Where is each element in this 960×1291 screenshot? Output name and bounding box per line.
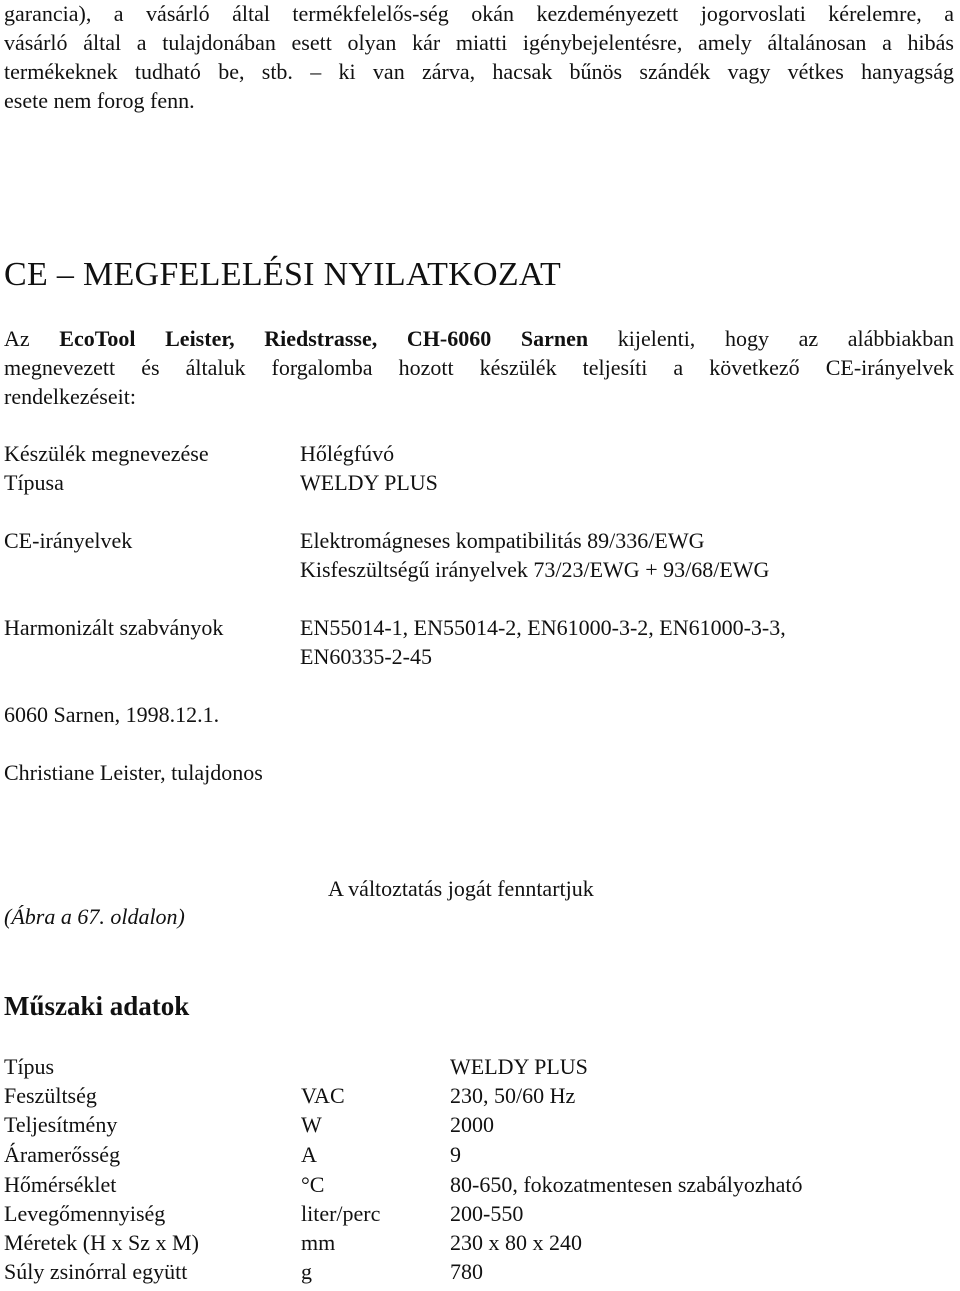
intro-line: vásárló által a tulajdonában esett olyan kár miatti igénybejelentésre, amely általánosan a hibás <box>4 30 954 55</box>
spec-unit: W <box>301 1112 322 1137</box>
signatory: Christiane Leister, tulajdonos <box>4 760 263 785</box>
spec-label: Teljesítmény <box>4 1112 118 1137</box>
spec-value: 200-550 <box>450 1201 524 1226</box>
rights-reserved-note: A változtatás jogát fenntartjuk <box>328 876 594 901</box>
spec-unit: mm <box>301 1230 336 1255</box>
spec-unit: A <box>301 1142 317 1167</box>
spec-unit: g <box>301 1259 312 1284</box>
spec-value: 9 <box>450 1142 461 1167</box>
ce-statement-line2: megnevezett és általuk forgalomba hozott készülék teljesíti a következő CE-irányelvek <box>4 355 954 380</box>
spec-unit: liter/perc <box>301 1201 381 1226</box>
ce-statement-line1 <box>4 326 954 352</box>
spec-unit: °C <box>301 1172 325 1197</box>
standards-value-1: EN55014-1, EN55014-2, EN61000-3-2, EN61000-3-3, <box>300 615 786 640</box>
intro-line: esete nem forog fenn. <box>4 88 195 113</box>
intro-line: termékeknek tudható be, stb. – ki van zárva, hacsak bűnös szándék vagy vétkes hanyagság <box>4 59 954 84</box>
tech-data-title: Műszaki adatok <box>4 991 190 1021</box>
directives-value-1: Elektromágneses kompatibilitás 89/336/EWG <box>300 528 705 553</box>
type-value: WELDY PLUS <box>300 470 438 495</box>
ce-declaration-title: CE – MEGFELELÉSI NYILATKOZAT <box>4 256 562 293</box>
spec-value: 230 x 80 x 240 <box>450 1230 582 1255</box>
spec-label: Típus <box>4 1054 55 1079</box>
type-label: Típusa <box>4 470 64 495</box>
spec-label: Méretek (H x Sz x M) <box>4 1230 199 1255</box>
spec-value: 80-650, fokozatmentesen szabályozható <box>450 1172 803 1197</box>
spec-label: Súly zsinórral együtt <box>4 1259 188 1284</box>
spec-value: 780 <box>450 1259 483 1284</box>
device-label: Készülék megnevezése <box>4 441 209 466</box>
directives-label: CE-irányelvek <box>4 528 133 553</box>
device-value: Hőlégfúvó <box>300 441 395 466</box>
spec-label: Áramerősség <box>4 1142 121 1167</box>
statement-prefix: Az <box>4 326 30 351</box>
directives-value-2: Kisfeszültségű irányelvek 73/23/EWG + 93/68/EWG <box>300 557 770 582</box>
statement-suffix: kijelenti, hogy az alábbiakban <box>617 326 955 351</box>
spec-label: Levegőmennyiség <box>4 1201 166 1226</box>
spec-value: 2000 <box>450 1112 494 1137</box>
standards-label: Harmonizált szabványok <box>4 615 224 640</box>
manufacturer-address: EcoTool Leister, Riedstrasse, CH-6060 Sarnen <box>59 326 589 351</box>
spec-label: Hőmérséklet <box>4 1172 117 1197</box>
spec-value: 230, 50/60 Hz <box>450 1083 576 1108</box>
spec-unit: VAC <box>301 1083 345 1108</box>
place-date: 6060 Sarnen, 1998.12.1. <box>4 702 220 727</box>
standards-value-2: EN60335-2-45 <box>300 644 432 669</box>
intro-line: garancia), a vásárló által termékfelelős-ség okán kezdeményezett jogorvoslati kérelemre, a <box>4 1 954 26</box>
figure-reference: (Ábra a 67. oldalon) <box>4 904 185 929</box>
ce-statement-line3: rendelkezéseit: <box>4 384 136 409</box>
spec-value: WELDY PLUS <box>450 1054 588 1079</box>
spec-label: Feszültség <box>4 1083 97 1108</box>
